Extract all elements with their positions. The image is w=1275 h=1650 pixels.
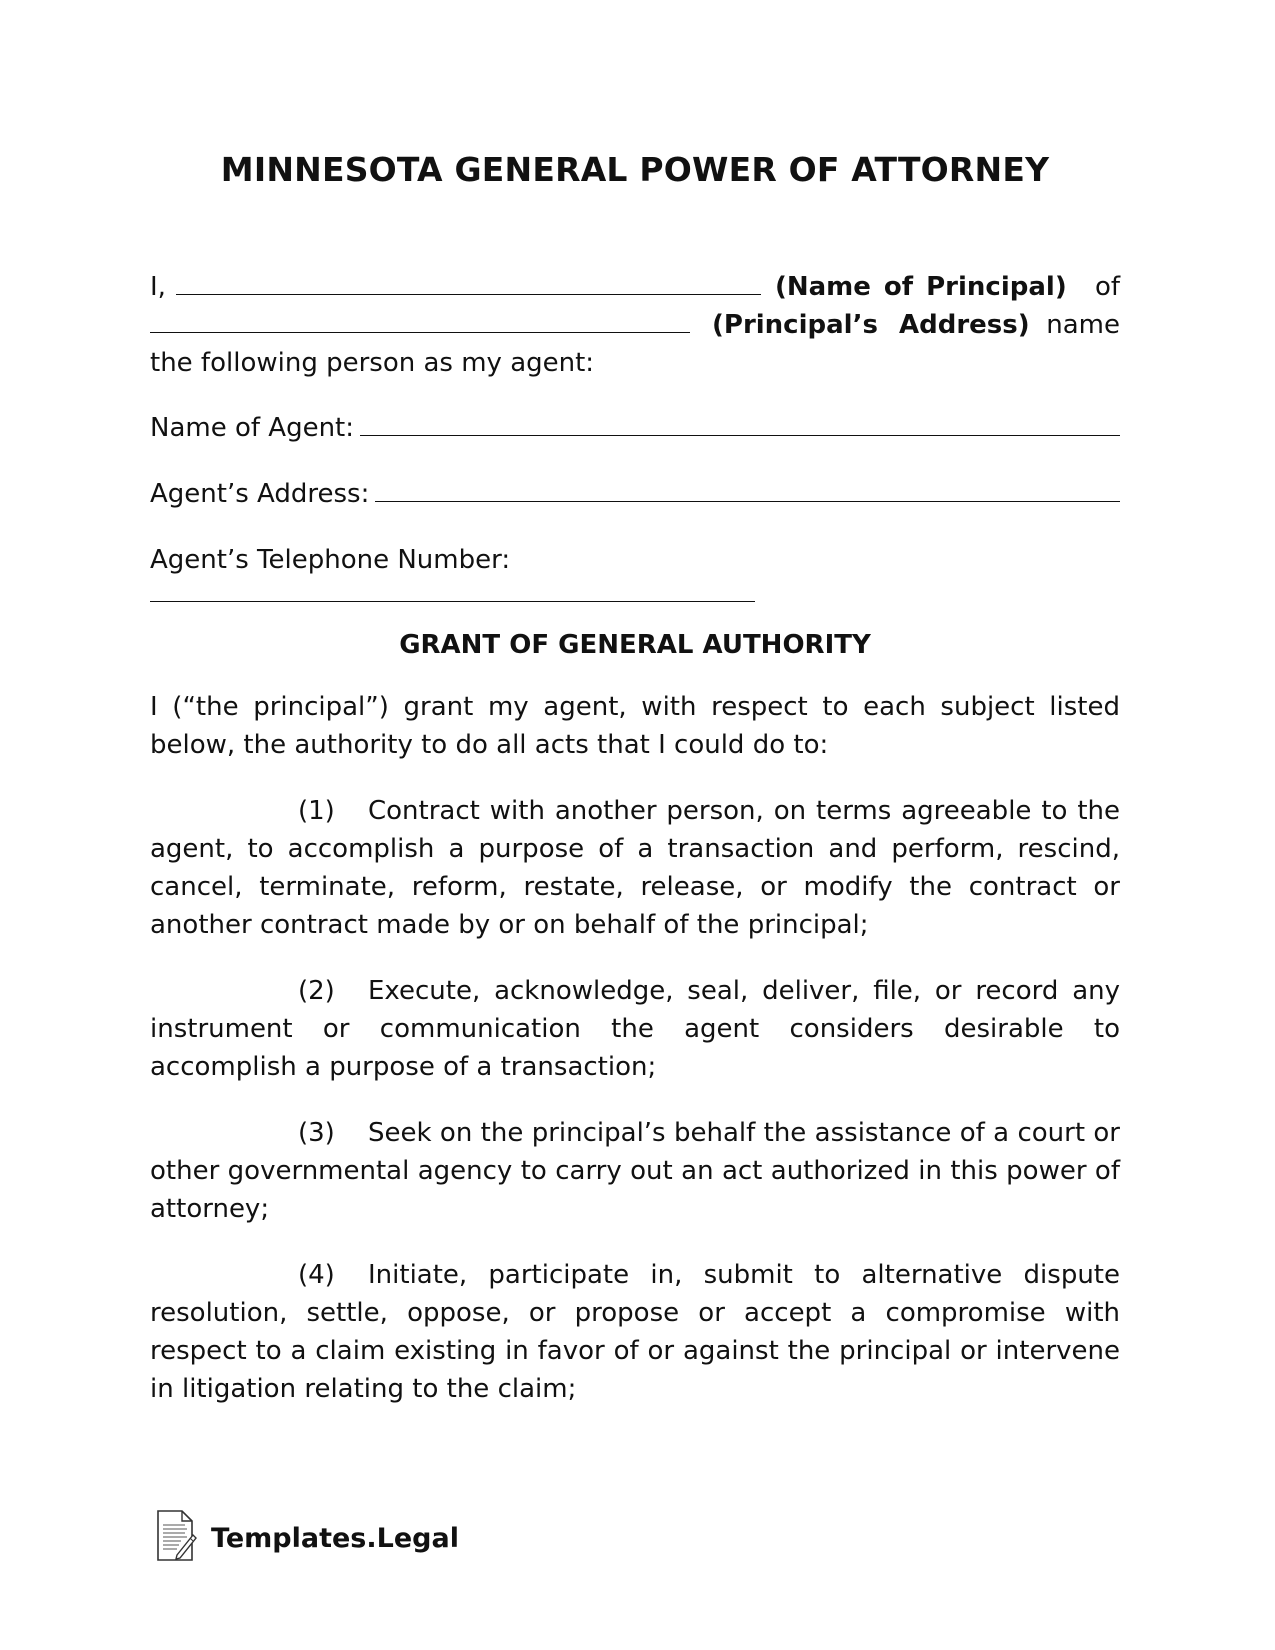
agent-telephone-label: Agent’s Telephone Number: — [150, 545, 511, 575]
agent-name-blank[interactable] — [360, 413, 1120, 436]
intro-line-3: the following person as my agent: — [150, 348, 595, 378]
list-item-number: (3) — [298, 1118, 335, 1148]
list-item-number: (4) — [298, 1260, 335, 1290]
grant-intro-paragraph: I (“the principal”) grant my agent, with respect to each subject listed below, the authority to do all acts that I could do to: — [150, 692, 1120, 760]
list-item — [150, 1114, 1120, 1228]
list-item-first-text: Execute, acknowledge, seal, deliver, file, or record any — [368, 976, 1120, 1006]
section-heading: GRANT OF GENERAL AUTHORITY — [399, 630, 871, 660]
principal-name-label: (Name of Principal) — [774, 272, 1067, 302]
intro-prefix: I, — [150, 272, 166, 302]
document-pen-icon — [155, 1509, 197, 1567]
list-item-rest-text: instrument or communication the agent considers desirable to accomplish a purpose of a transaction; — [150, 1014, 1120, 1082]
list-item — [150, 972, 1120, 1086]
agent-address-row — [150, 475, 1120, 513]
footer-branding — [155, 1508, 459, 1568]
list-item-rest-text: resolution, settle, oppose, or propose or accept a compromise with respect to a claim existing in favor of or against the principal or intervene in litigation relating to the claim; — [150, 1298, 1120, 1404]
list-item-first-text: Contract with another person, on terms agreeable to the — [368, 796, 1120, 826]
list-item-number: (2) — [298, 976, 335, 1006]
list-item-first-line — [150, 1256, 1120, 1294]
list-item-first-line — [150, 792, 1120, 830]
list-item-first-line — [150, 1114, 1120, 1152]
list-item-first-line — [150, 972, 1120, 1010]
principal-address-label: (Principal’s Address) — [712, 310, 1030, 340]
agent-name-label: Name of Agent: — [150, 413, 355, 443]
principal-name-line — [150, 268, 1120, 306]
agent-telephone-blank[interactable] — [150, 579, 755, 602]
agent-telephone-blank-row — [150, 579, 1120, 602]
principal-address-line — [150, 306, 1120, 344]
agent-name-row — [150, 409, 1120, 447]
list-item — [150, 1256, 1120, 1408]
list-item-number: (1) — [298, 796, 335, 826]
intro-of: of — [1094, 272, 1120, 302]
footer-brand-name[interactable]: Templates.Legal — [211, 1522, 459, 1554]
list-item — [150, 792, 1120, 944]
document-title: MINNESOTA GENERAL POWER OF ATTORNEY — [220, 150, 1050, 189]
list-item-first-text: Initiate, participate in, submit to alternative dispute — [368, 1260, 1120, 1290]
agent-telephone-row — [150, 541, 1120, 579]
principal-address-blank[interactable] — [150, 310, 690, 333]
agent-address-label: Agent’s Address: — [150, 479, 370, 509]
list-item-first-text: Seek on the principal’s behalf the assistance of a court or — [368, 1118, 1120, 1148]
intro-name-word: name — [1046, 310, 1120, 340]
list-item-rest-text: other governmental agency to carry out an act authorized in this power of attorney; — [150, 1156, 1120, 1224]
list-item-rest-text: agent, to accomplish a purpose of a transaction and perform, rescind, cancel, terminate, reform, restate, release, or modify the contract or another contract made by or on behalf of the principal; — [150, 834, 1120, 940]
document-body — [150, 150, 1120, 1408]
agent-address-blank[interactable] — [375, 479, 1120, 502]
principal-name-blank[interactable] — [176, 272, 761, 295]
